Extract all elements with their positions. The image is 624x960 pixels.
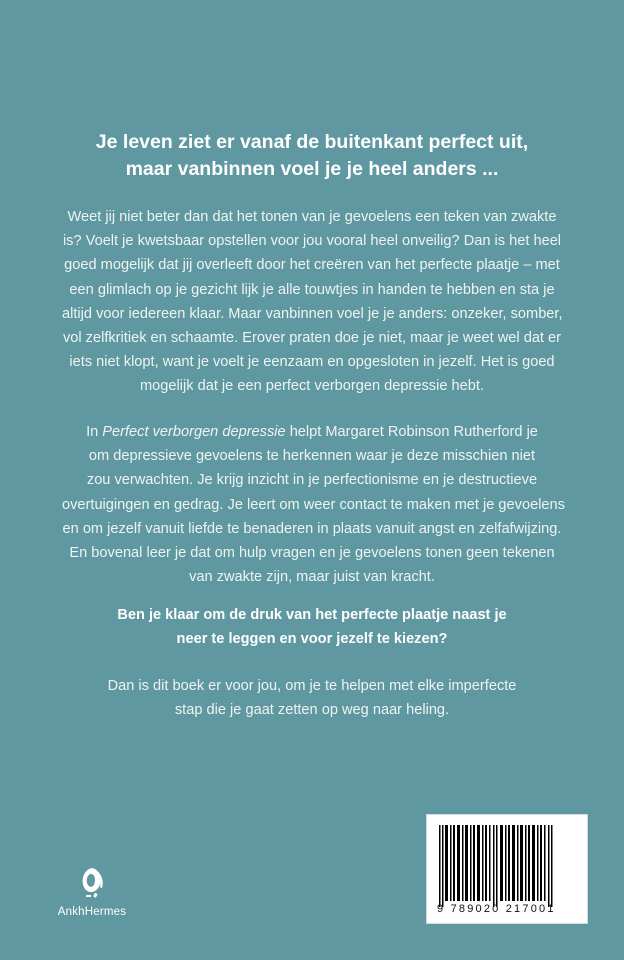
isbn-number: 9 789020 217001 (437, 903, 556, 915)
text-prefix: In (86, 424, 103, 440)
question-line-2: neer te leggen en voor jezelf te kiezen? (176, 631, 448, 647)
text-line: mogelijk dat je een perfect verborgen depressie hebt. (140, 378, 484, 395)
barcode-bars-icon (439, 825, 553, 907)
text-suffix: helpt Margaret Robinson Rutherford je (285, 424, 538, 440)
question-line-1: Ben je klaar om de druk van het perfecte plaatje naast je (117, 607, 507, 623)
text-line: overtuigingen en gedrag. Je leert om weer contact te maken met je gevoelens (62, 496, 565, 513)
text-line: vol zelfkritiek en schaamte. Erover praten doe je niet, maar je weet wel dat er (62, 330, 562, 347)
book-title: Perfect verborgen depressie (102, 424, 286, 440)
text-line: zou verwachten. Je krijg inzicht in je perfectionisme en je destructieve (86, 472, 538, 489)
text-line: een glimlach op je gezicht lijk je alle touwtjes in handen te hebben en sta je (69, 281, 555, 298)
text-line: En bovenal leer je dat om hulp vragen en je gevoelens tonen geen tekenen (69, 545, 555, 562)
text-line: van zwakte zijn, maar juist van kracht. (189, 569, 435, 586)
headline-line-2: maar vanbinnen voel je je heel anders ... (125, 158, 499, 180)
text-line: is? Voelt je kwetsbaar opstellen voor jou vooral heel onveilig? Dan is het heel (62, 233, 562, 250)
publisher-logo (52, 866, 132, 918)
text-line: altijd voor iedereen klaar. Maar vanbinnen voel je je anders: onzeker, somber, (62, 305, 563, 322)
text-line: goed mogelijk dat jij overleeft door het creëren van het perfecte plaatje – met (64, 257, 560, 274)
text-line: iets niet klopt, want je voelt je eenzaam en opgesloten in jezelf. Het is goed (69, 354, 555, 371)
blurb-paragraph-2 (62, 420, 565, 589)
blurb-paragraph-1 (62, 205, 562, 399)
closing-paragraph (62, 674, 562, 722)
ankhhermes-logo-icon (74, 866, 110, 902)
closing-line-2: stap die je gaat zetten op weg naar heling. (174, 702, 450, 719)
text-line: Weet jij niet beter dan dat het tonen van je gevoelens een teken van zwakte (67, 209, 557, 225)
text-line (62, 420, 562, 444)
isbn-barcode (426, 814, 588, 924)
headline (0, 129, 624, 183)
headline-line-1: Je leven ziet er vanaf de buitenkant perfect uit, (95, 131, 529, 153)
call-to-action-question (0, 603, 624, 651)
text-line: om depressieve gevoelens te herkennen waar je deze misschien niet (88, 448, 536, 465)
text-line: en om jezelf vanuit liefde te benaderen in plaats vanuit angst en zelfafwijzing. (62, 520, 562, 537)
publisher-name: AnkhHermes (57, 906, 127, 918)
closing-line-1: Dan is dit boek er voor jou, om je te helpen met elke imperfecte (107, 678, 517, 694)
